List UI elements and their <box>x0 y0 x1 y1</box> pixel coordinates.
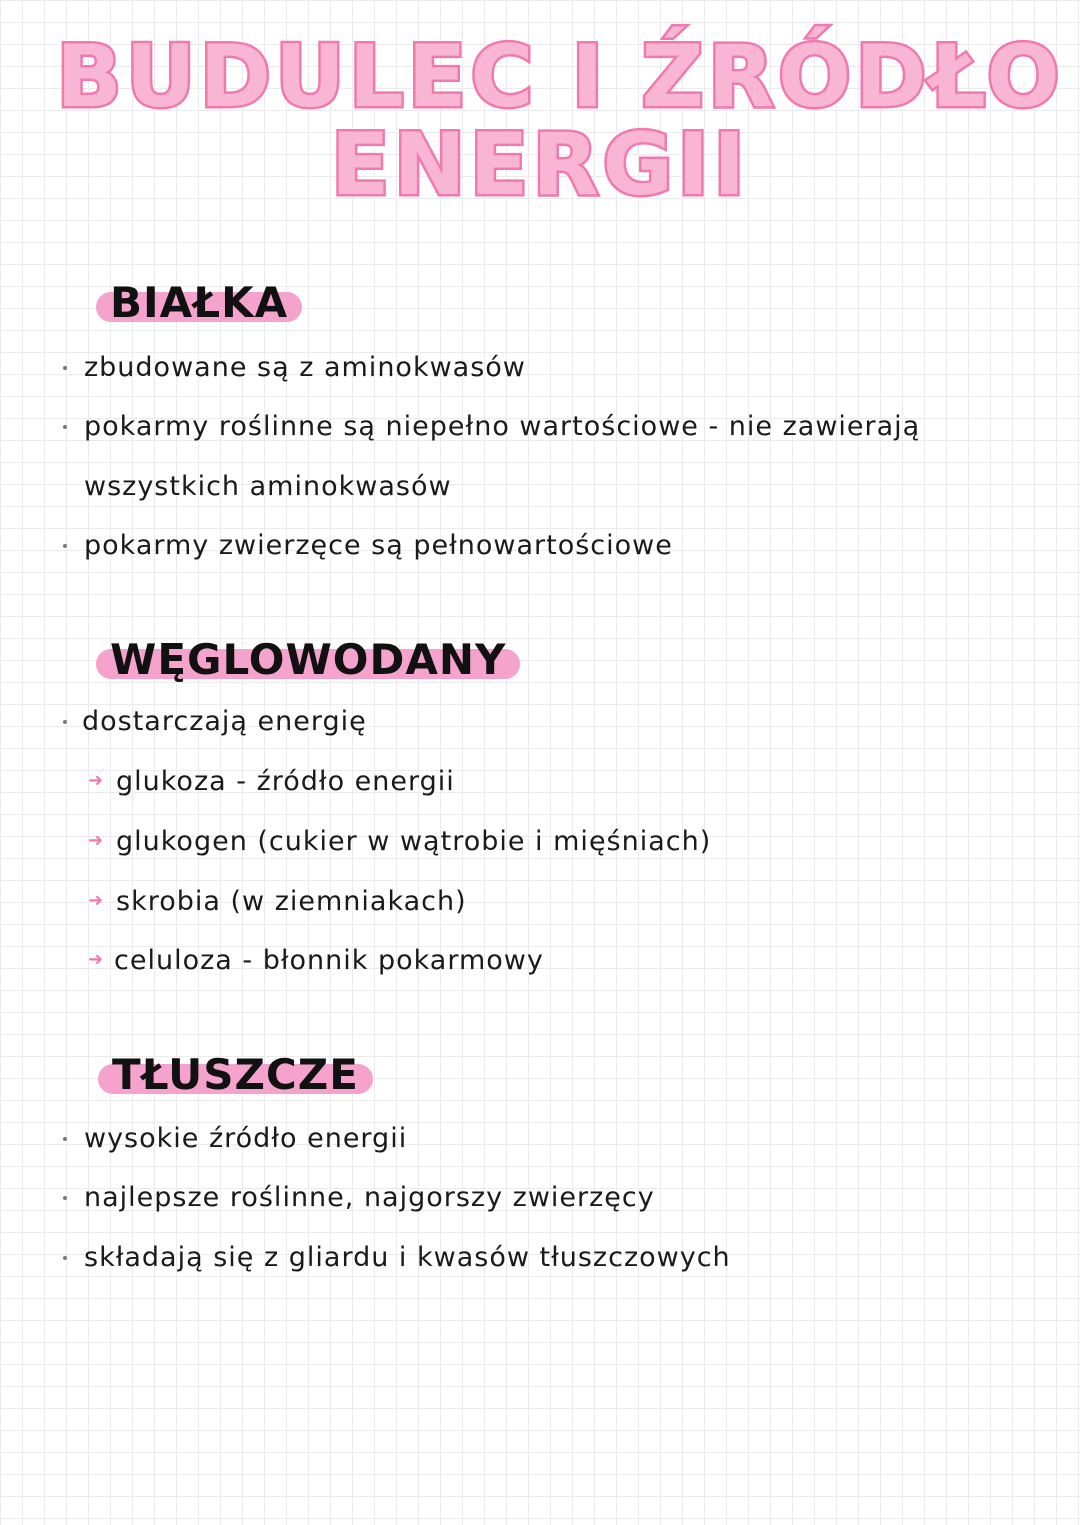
bullet-dot <box>63 1137 67 1141</box>
list-item: najlepsze roślinne, najgorszy zwierzęcy <box>84 1182 655 1213</box>
section-heading-bialka: BIAŁKA <box>96 282 302 324</box>
list-item-continuation: wszystkich aminokwasów <box>84 471 452 502</box>
sub-list-item: glukogen (cukier w wątrobie i mięśniach) <box>116 826 712 857</box>
list-item: pokarmy roślinne są niepełno wartościowe - nie zawierają <box>84 411 921 442</box>
bullet-dot <box>63 720 67 724</box>
sub-list-item: celuloza - błonnik pokarmowy <box>114 945 544 976</box>
page-title-line-2: ENERGII <box>330 115 750 215</box>
bullet-dot <box>63 366 67 370</box>
sub-list-item: glukoza - źródło energii <box>116 766 455 797</box>
page-title-line-1: BUDULEC I ŹRÓDŁO <box>56 27 1064 127</box>
bullet-dot <box>63 1196 67 1200</box>
arrow-right-icon: ➜ <box>88 890 104 911</box>
list-item: wysokie źródło energii <box>84 1123 408 1154</box>
arrow-right-icon: ➜ <box>88 949 104 970</box>
arrow-right-icon: ➜ <box>88 830 104 851</box>
list-item: pokarmy zwierzęce są pełnowartościowe <box>84 530 673 561</box>
bullet-dot <box>63 1256 67 1260</box>
list-item: dostarczają energię <box>82 706 367 737</box>
list-item: składają się z gliardu i kwasów tłuszczowych <box>84 1242 731 1273</box>
bullet-dot <box>63 544 67 548</box>
section-heading-tluszcze: TŁUSZCZE <box>98 1054 373 1096</box>
arrow-right-icon: ➜ <box>88 770 104 791</box>
list-item: zbudowane są z aminokwasów <box>84 352 526 383</box>
bullet-dot <box>63 425 67 429</box>
section-heading-weglowodany: WĘGLOWODANY <box>96 639 520 681</box>
sub-list-item: skrobia (w ziemniakach) <box>116 886 467 917</box>
